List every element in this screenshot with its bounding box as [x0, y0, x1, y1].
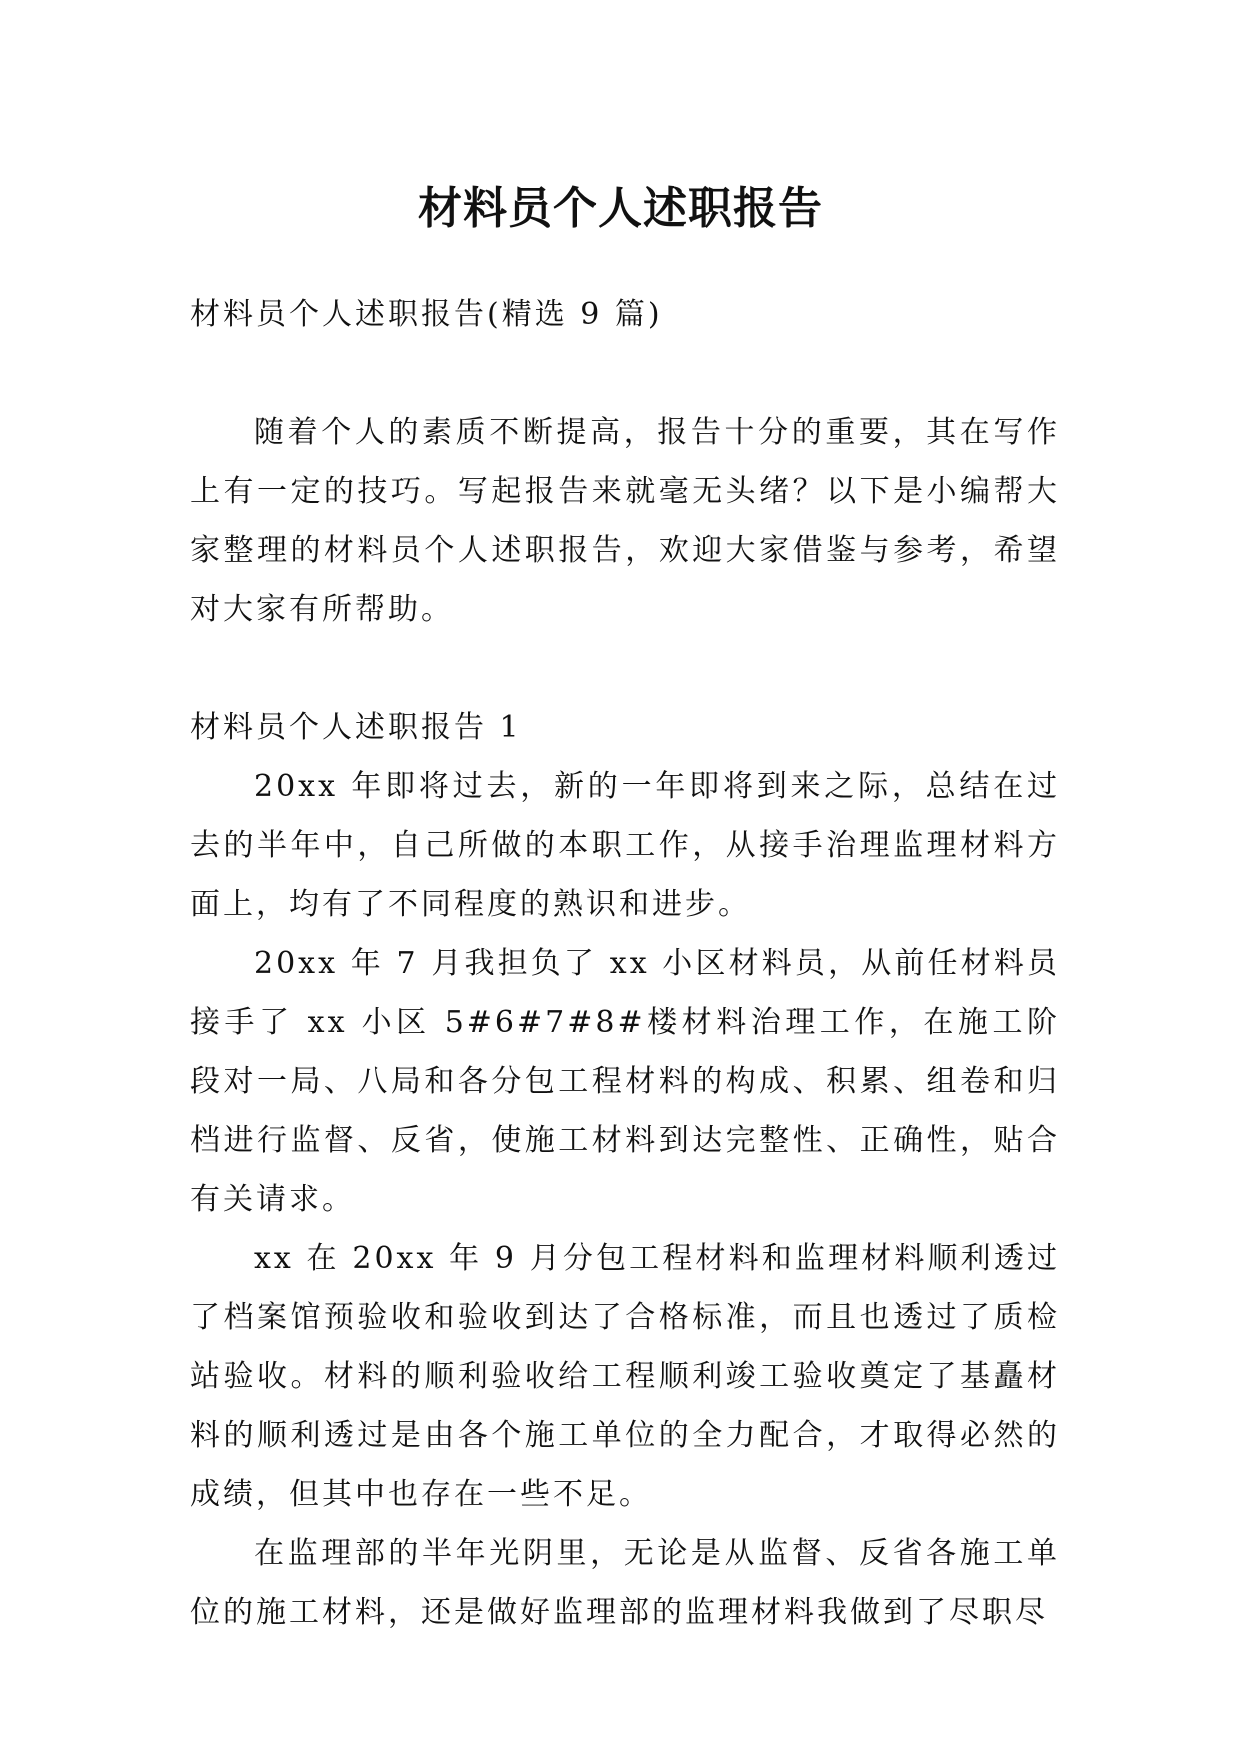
- body-paragraph: xx 在 20xx 年 9 月分包工程材料和监理材料顺利透过了档案馆预验收和验收到达了合格标准，而且也透过了质检站验收。材料的顺利验收给工程顺利竣工验收奠定了基矗材料的顺利透过是由各个施工单位的全力配合，才取得必然的成绩，但其中也存在一些不足。: [190, 1241, 1060, 1512]
- document-title: 材料员个人述职报告: [418, 183, 823, 235]
- section-heading: 材料员个人述职报告 1: [190, 710, 522, 745]
- document-subtitle: 材料员个人述职报告(精选 9 篇): [190, 297, 663, 332]
- body-paragraph: 在监理部的半年光阴里，无论是从监督、反省各施工单位的施工材料，还是做好监理部的监理材料我做到了尽职尽: [190, 1536, 1060, 1630]
- intro-paragraph: 随着个人的素质不断提高，报告十分的重要，其在写作上有一定的技巧。写起报告来就毫无头绪？以下是小编帮大家整理的材料员个人述职报告，欢迎大家借鉴与参考，希望对大家有所帮助。: [190, 415, 1060, 627]
- document-body: [190, 285, 1060, 1642]
- body-paragraph: 20xx 年 7 月我担负了 xx 小区材料员，从前任材料员接手了 xx 小区 5#6#7#8#楼材料治理工作，在施工阶段对一局、八局和各分包工程材料的构成、积累、组卷和归档进行监督、反省，使施工材料到达完整性、正确性，贴合有关请求。: [190, 946, 1060, 1217]
- body-paragraph: 20xx 年即将过去，新的一年即将到来之际，总结在过去的半年中，自己所做的本职工作，从接手治理监理材料方面上，均有了不同程度的熟识和进步。: [190, 769, 1060, 922]
